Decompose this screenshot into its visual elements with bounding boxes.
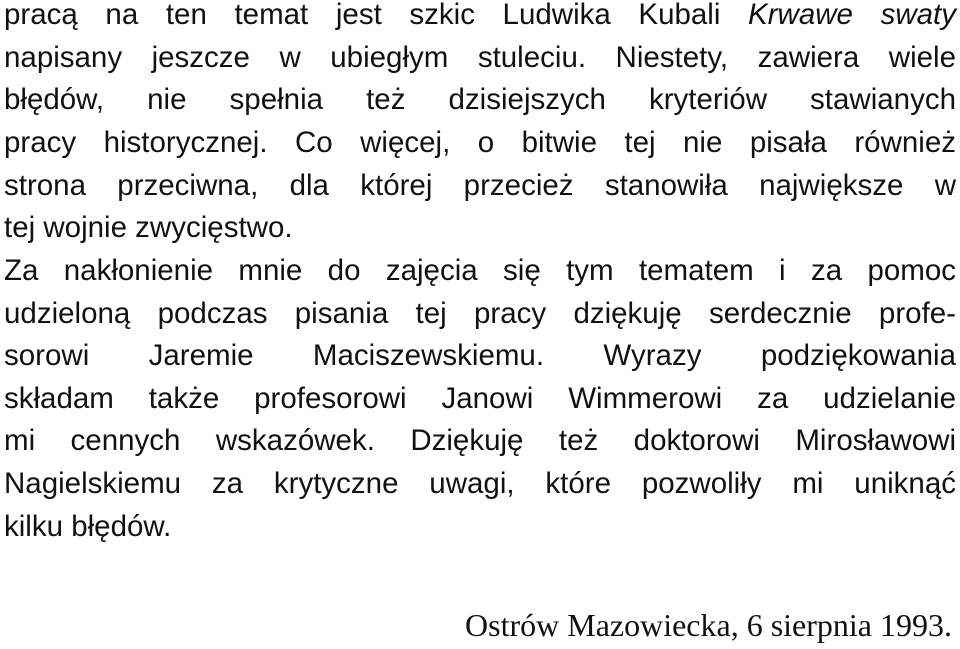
text-line: napisany jeszcze w ubiegłym stuleciu. Niestety, zawiera wiele — [4, 40, 956, 74]
text-line: Nagielskiemu za krytyczne uwagi, które pozwoliły mi uniknąć — [4, 466, 956, 500]
text-line: udzieloną podczas pisania tej pracy dziękuję serdecznie profe- — [4, 296, 956, 330]
text-line: strona przeciwna, dla której przecież stanowiła największe w — [4, 168, 956, 202]
text-line: składam także profesorowi Janowi Wimmerowi za udzielanie — [4, 381, 956, 415]
paragraph-1 — [4, 0, 956, 122]
text-line: sorowi Jaremie Maciszewskiemu. Wyrazy podziękowania — [4, 339, 956, 373]
paragraph-2 — [4, 250, 956, 548]
text-segment: pracą na ten temat jest szkic Ludwika Kubali — [4, 0, 749, 31]
text-line: tej wojnie zwycięstwo. — [4, 211, 293, 245]
italic-title: Krwawe swaty — [748, 0, 956, 31]
text-line: kilku błędów. — [4, 509, 172, 543]
paragraph-1-continued — [4, 122, 956, 250]
text-line: błędów, nie spełnia też dzisiejszych kryteriów stawianych — [4, 83, 956, 117]
text-line: pracy historycznej. Co więcej, o bitwie tej nie pisała również — [4, 126, 956, 159]
text-line: mi cennych wskazówek. Dziękuję też doktorowi Mirosławowi — [4, 424, 956, 458]
place-and-date: Ostrów Mazowiecka, 6 sierpnia 1993. — [465, 607, 952, 643]
text-line: Za nakłonienie mnie do zajęcia się tym tematem i za pomoc — [4, 254, 956, 287]
text-line — [4, 0, 956, 37]
